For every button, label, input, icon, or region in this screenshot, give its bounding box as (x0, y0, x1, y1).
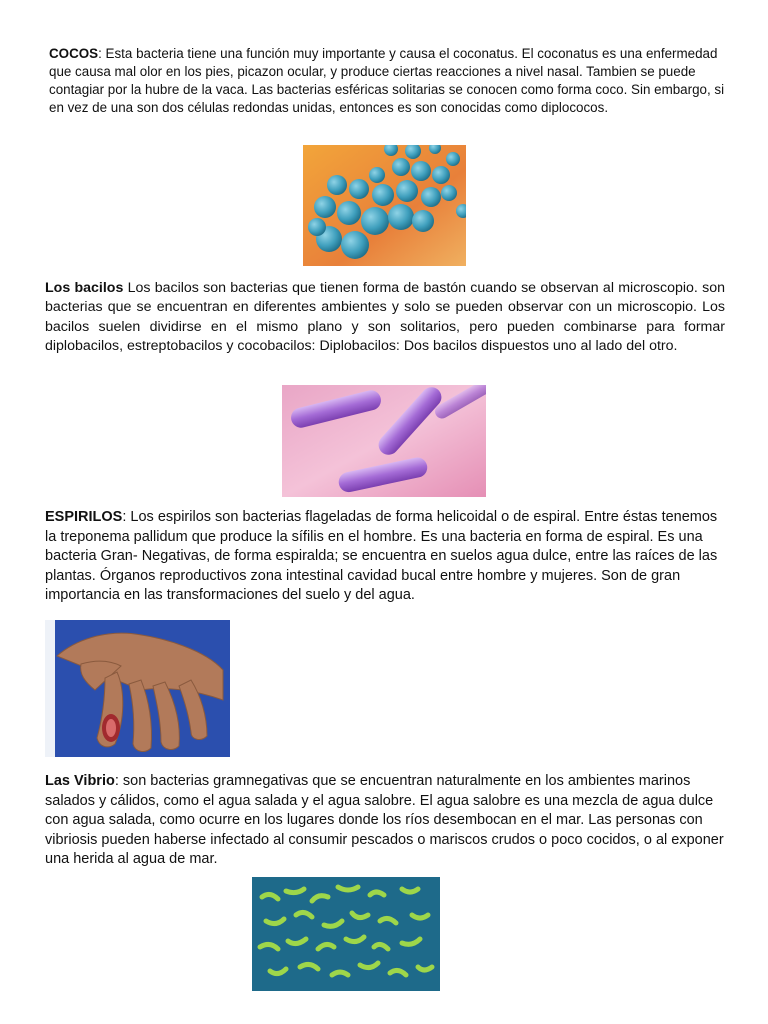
cocos-heading: COCOS (49, 46, 99, 61)
bacilos-paragraph (45, 279, 725, 356)
bacilos-text: Los bacilos son bacterias que tienen forma de bastón cuando se observan al microscopio. son bacterias que se encuentran en diferentes ambientes y solo se pueden observar con un microscopio. Los bacilos suelen dividirse en el mismo plano y son solitarios, pero pueden combinarse para formar diplobacilos, estreptobacilos y cocobacilos: Diplobacilos: Dos bacilos dispuestos uno al lado del otro. (45, 280, 725, 354)
bacilli-bacteria-image (282, 385, 486, 497)
vibrio-paragraph (45, 772, 725, 870)
vibrio-bacteria-image (252, 877, 440, 991)
espirilos-text: : Los espirilos son bacterias flageladas de forma helicoidal o de espiral. Entre éstas tenemos la treponema pallidum que produce la sífilis en el hombre. Es una bacteria en forma de espiral. Es una bacteria Gran- Negativas, de forma espiralda; se encuentra en suelos agua dulce, entre las raíces de las plantas. Órganos reproductivos zona intestinal cavidad bucal entre hombre y mujeres. Son de gran importancia en las transformaciones del suelo y del agua. (45, 509, 718, 603)
bacilos-heading: Los bacilos (45, 280, 124, 296)
cocci-bacteria-image (303, 145, 466, 266)
espirilos-paragraph (45, 508, 725, 606)
cocos-paragraph (45, 45, 729, 117)
vibrio-text: : son bacterias gramnegativas que se encuentran naturalmente en los ambientes marinos salados y cálidos, como el agua salada y el agua salobre. El agua salobre es una mezcla de agua dulce con agua salada, como ocurre en los lugares donde los ríos desembocan en el mar. Las personas con vibriosis pueden haberse infectado al consumir pescados o mariscos crudos o poco cocidos, o al exponer una herida al agua de mar. (45, 773, 724, 867)
vibrio-heading: Las Vibrio (45, 773, 115, 789)
hand-lesion-image (45, 620, 230, 757)
cocos-text: : Esta bacteria tiene una función muy importante y causa el coconatus. El coconatus es una enfermedad que causa mal olor en los pies, picazon ocular, y produce ciertas reacciones a nivel nasal. Tambien se puede contagiar por la hubre de la vaca. Las bacterias esféricas solitarias se conocen como forma coco. Sin embargo, si en vez de una son dos células redondas unidas, entonces es son conocidas como diplococos. (49, 46, 725, 115)
espirilos-heading: ESPIRILOS (45, 509, 123, 525)
